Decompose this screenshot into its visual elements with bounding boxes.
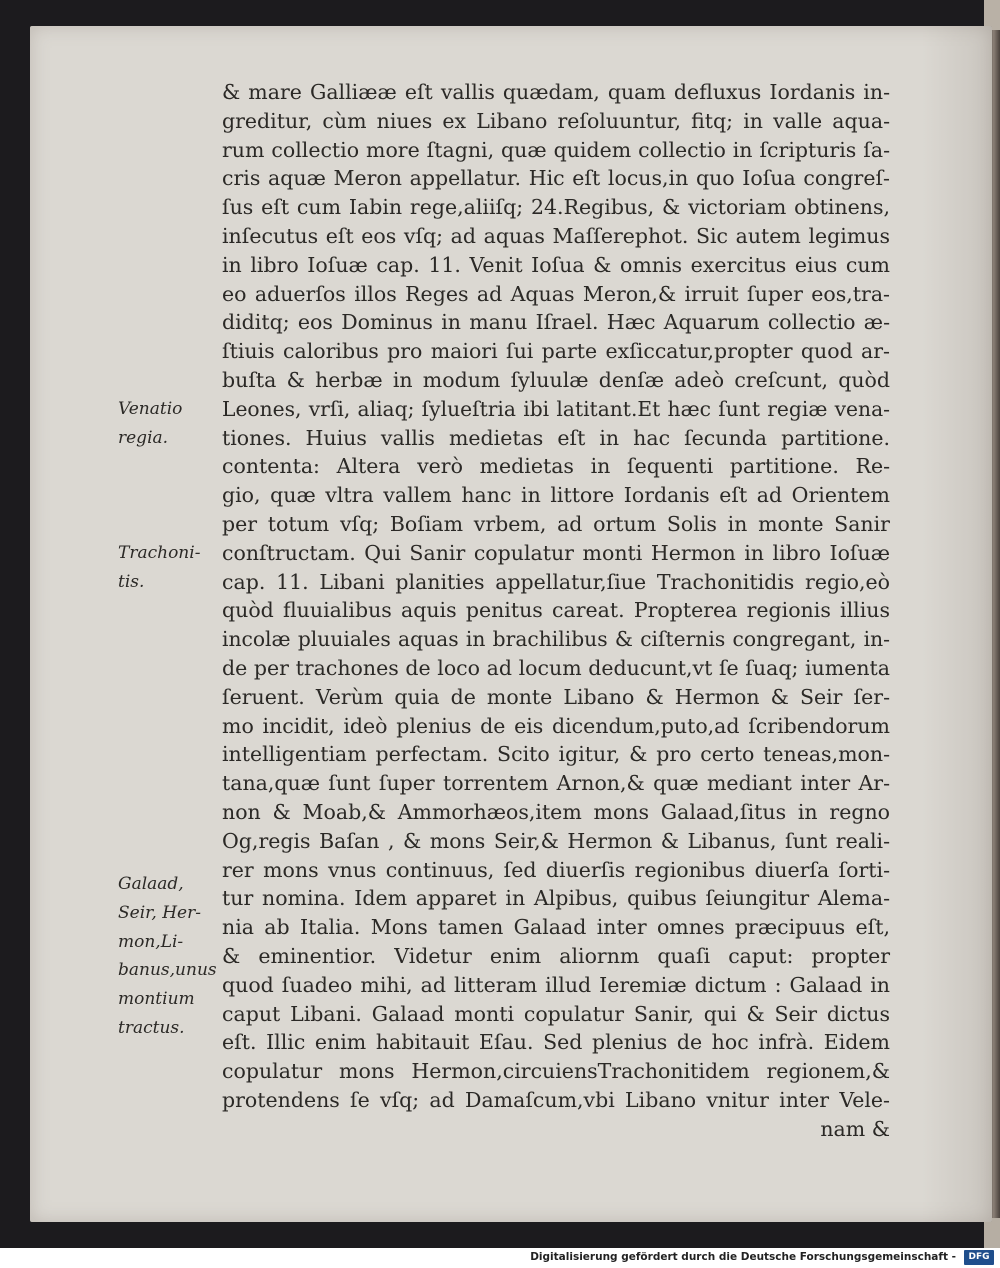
text-line: ſus eſt cum Iabin rege,aliiſq; 24.Regibus, & victoriam obtinens,	[222, 195, 890, 220]
dfg-logo: DFG	[964, 1250, 994, 1265]
margin-note-line: Galaad,	[118, 874, 184, 894]
text-line: inſecutus eſt eos vſq; ad aquas Maſſerephot. Sic autem legimus	[222, 223, 890, 248]
text-line: tur nomina. Idem apparet in Alpibus, quibus ſeiungitur Alema-	[222, 886, 890, 911]
text-line: gio, quæ vltra vallem hanc in littore Iordanis eſt ad Orientem	[222, 483, 890, 508]
text-line: non & Moab,& Ammorhæos,item mons Galaad,ſitus in regno	[222, 799, 890, 824]
margin-note-venatio	[118, 395, 234, 453]
text-line: quod ſuadeo mihi, ad litteram illud Ieremiæ dictum : Galaad in	[222, 972, 890, 997]
text-line: caput Libani. Galaad monti copulatur Sanir, qui & Seir dictus	[222, 1001, 890, 1026]
catchword-line: nam &	[820, 1116, 890, 1141]
margin-note-line: montium	[118, 989, 195, 1010]
text-line: buſta & herbæ in modum ſyluulæ denſæ adeò creſcunt, quòd	[222, 367, 890, 392]
margin-note-line: Venatio	[118, 399, 183, 419]
margin-note-line: mon,Li-	[118, 931, 184, 952]
text-line: per totum vſq; Boſiam vrbem, ad ortum Solis in monte Sanir	[222, 511, 890, 536]
text-line: cap. 11. Libani planities appellatur,ſiue Trachonitidis regio,eò	[222, 569, 890, 594]
margin-note-line: Seir, Her-	[118, 902, 201, 923]
footer-credit: Digitalisierung gefördert durch die Deutsche Forschungsgemeinschaft -	[530, 1251, 956, 1263]
text-line: cris aquæ Meron appellatur. Hic eſt locus,in quo Ioſua congreſ-	[222, 166, 890, 191]
margin-note-line: tis.	[118, 571, 145, 592]
text-line: contenta: Altera verò medietas in ſequenti partitione. Re-	[222, 454, 890, 479]
text-line: quòd fluuialibus aquis penitus careat. Propterea regionis illius	[222, 598, 890, 623]
text-line: greditur, cùm niues ex Libano reſoluuntur, fitq; in valle aqua-	[222, 108, 890, 133]
text-line: mo incidit, ideò plenius de eis dicendum,puto,ad ſcribendorum	[222, 713, 890, 738]
text-line: eo aduerſos illos Reges ad Aquas Meron,& irruit ſuper eos,tra-	[222, 281, 890, 306]
text-line: rum collectio more ſtagni, quæ quidem collectio in ſcripturis ſa-	[222, 137, 890, 162]
text-line: in libro Ioſuæ cap. 11. Venit Ioſua & omnis exercitus eius cum	[222, 252, 890, 277]
text-line: eſt. Illic enim habitauit Eſau. Sed plenius de hoc infrà. Eidem	[222, 1030, 890, 1055]
text-line: tiones. Huius vallis medietas eſt in hac ſecunda partitione.	[222, 425, 890, 450]
margin-note-line: banus,unus	[118, 960, 217, 981]
text-line: & eminentior. Videtur enim aliornm quaſi caput: propter	[222, 943, 890, 968]
text-line: tana,quæ ſunt ſuper torrentem Arnon,& quæ mediant inter Ar-	[222, 771, 890, 796]
text-line: rer mons vnus continuus, ſed diuerſis regionibus diuerſa ſorti-	[222, 857, 890, 882]
margin-note-line: tractus.	[118, 1017, 185, 1038]
text-line: diditq; eos Dominus in manu Iſrael. Hæc Aquarum collectio æ-	[222, 310, 890, 335]
text-line: protendens ſe vſq; ad Damaſcum,vbi Libano vnitur inter Vele-	[222, 1087, 890, 1112]
text-line: Leones, vrſi, aliaq; ſylueſtria ibi latitant.Et hæc ſunt regiæ vena-	[222, 396, 890, 421]
text-line: incolæ pluuiales aquas in brachilibus & ciſternis congregant, in-	[222, 627, 890, 652]
margin-note-galaad	[118, 870, 238, 1043]
text-line: Og,regis Baſan , & mons Seir,& Hermon & Libanus, ſunt reali-	[222, 828, 890, 853]
text-line: intelligentiam perfectam. Scito igitur, & pro certo teneas,mon-	[222, 742, 890, 767]
text-line: & mare Galliææ eſt vallis quædam, quam defluxus Iordanis in-	[222, 80, 890, 104]
text-line: ſtiuis caloribus pro maiori ſui parte exſiccatur,propter quod ar-	[222, 339, 890, 364]
margin-note-line: Trachoni-	[118, 543, 201, 563]
margin-note-trachonitis	[118, 539, 234, 597]
margin-note-line: regia.	[118, 427, 169, 448]
book-page	[30, 26, 992, 1222]
text-line: nia ab Italia. Mons tamen Galaad inter omnes præcipuus eſt,	[222, 915, 890, 940]
text-line: de per trachones de loco ad locum deducunt,vt ſe ſuaq; iumenta	[222, 655, 890, 680]
text-line: copulatur mons Hermon,circuiensTrachonitidem regionem,&	[222, 1059, 890, 1084]
text-line: ſeruent. Verùm quia de monte Libano & Hermon & Seir ſer-	[222, 684, 890, 709]
footer-bar	[0, 1248, 1000, 1268]
body-text	[222, 78, 890, 1143]
text-line: conſtructam. Qui Sanir copulatur monti Hermon in libro Ioſuæ	[222, 540, 890, 565]
